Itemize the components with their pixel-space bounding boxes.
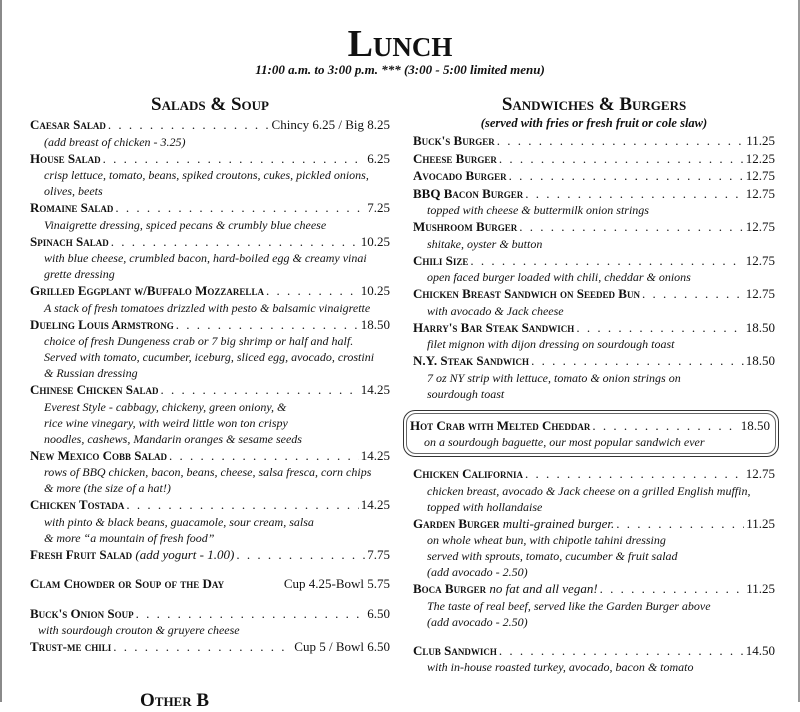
item-price: 12.75 [745, 466, 775, 481]
dot-leader [519, 218, 744, 236]
menu-item-bucks-burger [413, 132, 775, 150]
menu-item-cheese-burger [413, 150, 775, 168]
menu-item-chicken-tostada [30, 496, 390, 546]
menu-item-fresh-fruit-salad [30, 546, 390, 564]
item-name: Trust-me chili [30, 639, 112, 654]
dot-leader [111, 233, 359, 251]
item-price: 18.50 [745, 319, 775, 335]
menu-item-ny-steak-sandwich [413, 352, 775, 402]
dot-leader [525, 185, 743, 203]
section-note: (served with fries or fresh fruit or cole slaw) [480, 116, 708, 130]
item-description: with blue cheese, crumbled bacon, hard-boiled egg & creamy vinai [44, 251, 367, 265]
item-name: Buck's Onion Soup [30, 605, 134, 621]
item-description: shitake, oyster & button [427, 236, 543, 251]
item-price: 14.25 [360, 447, 390, 463]
item-name: N.Y. Steak Sandwich [413, 353, 530, 368]
item-name: Romaine Salad [30, 200, 114, 215]
item-price: 12.75 [745, 168, 775, 183]
item-name: Mushroom Burger [413, 219, 518, 234]
dot-leader [161, 381, 359, 399]
spacer [30, 593, 390, 605]
item-name: Fresh Fruit Salad [30, 546, 133, 562]
item-price: 18.50 [745, 353, 775, 368]
dot-leader [236, 546, 365, 564]
menu-item-chicken-california [413, 465, 775, 515]
menu-item-grilled-eggplant [30, 282, 390, 316]
item-description: grette dressing [44, 267, 115, 281]
item-name: Grilled Eggplant w/Buffalo Mozzarella [30, 283, 264, 298]
item-note: no fat and all vegan! [489, 581, 598, 596]
item-name: Garden Burger [413, 515, 500, 531]
dot-leader [497, 132, 745, 150]
item-description: served with sprouts, tomato, cucumber & fruit salad [427, 549, 678, 563]
menu-item-boca-burger [413, 580, 775, 630]
spacer [30, 563, 390, 575]
menu-item-bbq-bacon-burger [413, 185, 775, 219]
salads-soup-column [30, 94, 390, 656]
item-description: topped with hollandaise [427, 499, 543, 514]
item-description: & more (the size of a hat!) [44, 481, 171, 495]
dot-leader [642, 285, 744, 303]
item-description: topped with cheese & buttermilk onion strings [427, 203, 649, 217]
menu-item-chicken-breast-sandwich [413, 285, 775, 319]
menu-item-spinach-salad [30, 233, 390, 283]
dot-leader [499, 150, 744, 168]
item-description: Everest Style - cabbagy, chickeny, green oniony, & [44, 399, 287, 414]
dot-leader [113, 638, 292, 656]
menu-item-romaine-salad [30, 199, 390, 233]
item-description: (add avocado - 2.50) [427, 565, 528, 579]
dot-leader [509, 167, 744, 185]
item-price: Chincy 6.25 / Big 8.25 [271, 117, 390, 132]
item-description: olives, beets [44, 184, 103, 198]
item-description: 7 oz NY strip with lettuce, tomato & onion strings on [427, 370, 681, 385]
service-hours: 11:00 a.m. to 3:00 p.m. *** (3:00 - 5:00 limited menu) [255, 62, 545, 77]
item-description: (add breast of chicken - 3.25) [44, 134, 186, 149]
dot-leader [531, 352, 744, 370]
item-description: Vinaigrette dressing, spiced pecans & crumbly blue cheese [44, 217, 327, 232]
dot-leader [115, 199, 365, 217]
item-name: Cheese Burger [413, 150, 497, 166]
item-price: 6.50 [367, 605, 390, 621]
page-title: Lunch [347, 23, 453, 65]
item-name: Boca Burger [413, 581, 487, 596]
menu-item-clam-chowder [30, 575, 390, 593]
dot-leader [600, 580, 745, 598]
menu-item-caesar-salad [30, 116, 390, 150]
item-name: Chicken Tostada [30, 497, 125, 512]
item-name: Chicken California [413, 466, 524, 481]
item-price: 12.75 [745, 252, 775, 268]
dot-leader [616, 515, 744, 533]
item-price: 10.25 [360, 283, 390, 298]
item-description: rows of BBQ chicken, bacon, beans, cheese, salsa fresca, corn chips [44, 465, 372, 479]
menu-item-mushroom-burger [413, 218, 775, 252]
item-description: Served with tomato, cucumber, iceburg, sliced egg, avocado, crostini [44, 350, 375, 364]
item-name: Clam Chowder or Soup of the Day [30, 576, 225, 591]
item-note: (add yogurt - 1.00) [135, 546, 235, 562]
item-description: chicken breast, avocado & Jack cheese on a grilled English muffin, [427, 483, 751, 498]
item-name: House Salad [30, 150, 101, 166]
dot-leader [136, 605, 366, 623]
item-price: 6.25 [367, 150, 390, 166]
item-name: Chinese Chicken Salad [30, 382, 159, 397]
item-price: 10.25 [360, 233, 390, 249]
item-description: A stack of fresh tomatoes drizzled with pesto & balsamic vinaigrette [44, 300, 371, 315]
item-price: 14.50 [745, 642, 775, 658]
item-price: 7.25 [367, 200, 390, 215]
menu-item-dueling-louis-armstrong [30, 316, 390, 382]
item-name: BBQ Bacon Burger [413, 185, 524, 201]
menu-item-garden-burger [413, 515, 775, 581]
item-price: 7.75 [367, 546, 390, 562]
menu-item-trust-me-chili [30, 638, 390, 656]
menu-item-bucks-onion-soup [30, 605, 390, 639]
item-price: 12.75 [745, 185, 775, 201]
spacer [413, 630, 775, 642]
item-description: with pinto & black beans, guacamole, sour cream, salsa [44, 514, 314, 529]
item-description: noodles, cashews, Mandarin oranges & sesame seeds [44, 431, 302, 446]
item-description: & more “a mountain of fresh food” [44, 530, 215, 545]
item-name: Hot Crab with Melted Cheddar [410, 417, 591, 433]
item-name: Buck's Burger [413, 133, 495, 148]
item-price: 18.50 [740, 417, 770, 433]
dot-leader [470, 252, 743, 270]
item-description: choice of fresh Dungeness crab or 7 big shrimp or half and half. [44, 334, 354, 348]
item-price: 14.25 [360, 382, 390, 397]
section-title-salads-soup: Salads & Soup [151, 94, 269, 115]
item-description: filet mignon with dijon dressing on sourdough toast [427, 337, 675, 351]
item-name: Dueling Louis Armstrong [30, 316, 174, 332]
item-price: 11.25 [746, 581, 775, 596]
item-name: Club Sandwich [413, 642, 497, 658]
item-price: 11.25 [746, 133, 775, 148]
item-description: (add avocado - 2.50) [427, 614, 528, 629]
item-name: Avocado Burger [413, 168, 507, 183]
item-description: sourdough toast [427, 386, 505, 401]
dot-leader [176, 316, 359, 334]
menu-item-new-mexico-cobb-salad [30, 447, 390, 497]
item-description: with in-house roasted turkey, avocado, bacon & tomato [427, 660, 694, 674]
item-name: New Mexico Cobb Salad [30, 447, 168, 463]
item-description: The taste of real beef, served like the Garden Burger above [427, 598, 711, 613]
item-description: on whole wheat bun, with chipotle tahini dressing [427, 533, 666, 547]
menu-item-avocado-burger [413, 167, 775, 185]
item-price: 12.75 [745, 219, 775, 234]
section-title-next-cut: Other B [140, 690, 210, 711]
item-name: Spinach Salad [30, 233, 109, 249]
item-description: crisp lettuce, tomato, beans, spiked croutons, cukes, pickled onions, [44, 168, 369, 182]
item-description: with avocado & Jack cheese [427, 303, 564, 318]
page-edge-left [0, 0, 2, 702]
dot-leader [169, 447, 359, 465]
item-description: on a sourdough baguette, our most popular sandwich ever [424, 435, 705, 449]
item-description: open faced burger loaded with chili, cheddar & onions [427, 270, 691, 284]
featured-item-box [403, 410, 779, 458]
dot-leader [525, 465, 744, 483]
item-price: Cup 4.25-Bowl 5.75 [283, 576, 390, 591]
dot-leader [103, 150, 366, 168]
section-title-sandwiches-burgers: Sandwiches & Burgers [501, 94, 687, 115]
item-description: rice wine vinegary, with weird little won ton crispy [44, 415, 288, 430]
item-price: 11.25 [746, 515, 775, 531]
item-name: Harry's Bar Steak Sandwich [413, 319, 575, 335]
item-description: & Russian dressing [44, 366, 138, 380]
dot-leader [576, 319, 743, 337]
menu-item-club-sandwich [413, 642, 775, 676]
item-price: Cup 5 / Bowl 6.50 [294, 639, 390, 654]
dot-leader [108, 116, 270, 134]
menu-item-house-salad [30, 150, 390, 200]
menu-item-chinese-chicken-salad [30, 381, 390, 447]
item-note: multi-grained burger. [502, 515, 615, 531]
item-price: 14.25 [360, 497, 390, 512]
dot-leader [126, 496, 358, 514]
item-price: 12.75 [745, 286, 775, 301]
item-name: Chicken Breast Sandwich on Seeded Bun [413, 286, 640, 301]
menu-item-chili-size [413, 252, 775, 286]
dot-leader [266, 282, 359, 300]
item-price: 12.25 [745, 150, 775, 166]
item-name: Chili Size [413, 252, 469, 268]
item-name: Caesar Salad [30, 117, 106, 132]
dot-leader [592, 417, 738, 435]
sandwiches-burgers-column [410, 94, 775, 675]
item-description: with sourdough crouton & gruyere cheese [38, 623, 240, 637]
item-price: 18.50 [360, 316, 390, 332]
dot-leader [499, 642, 744, 660]
menu-item-harrys-bar-steak-sandwich [413, 319, 775, 353]
